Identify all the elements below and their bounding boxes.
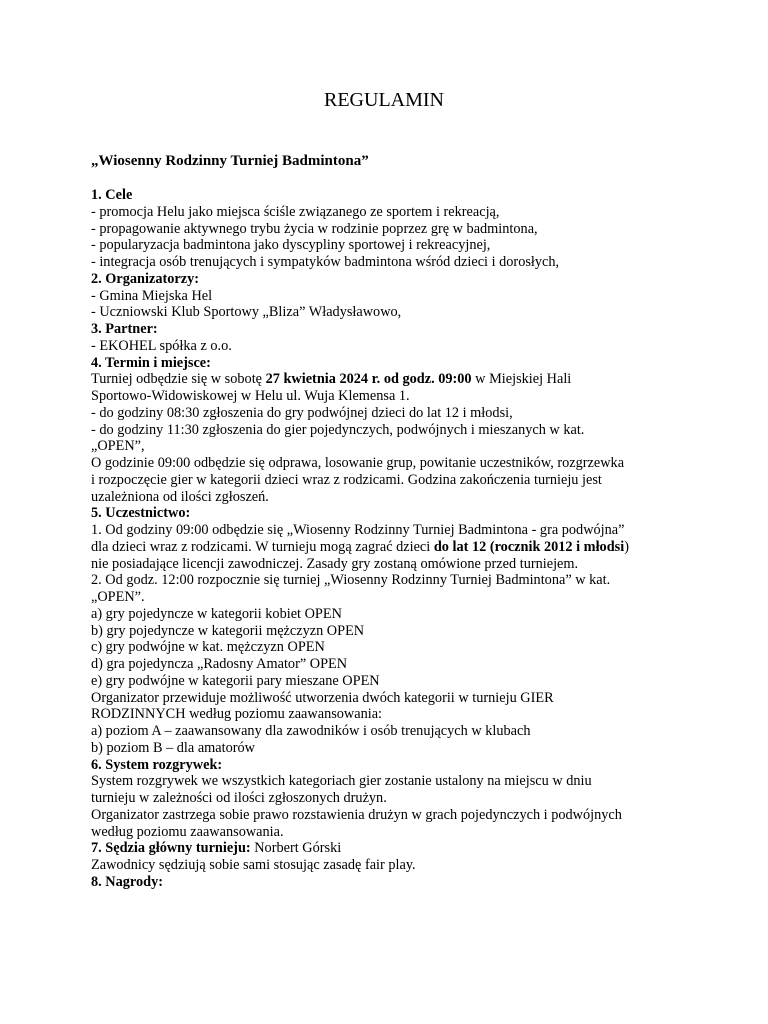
age-limit: do lat 12 (rocznik 2012 i młodsi	[433, 538, 625, 555]
section-heading-goals: 1. Cele	[91, 187, 133, 203]
text-line: System rozgrywek we wszystkich kategoriach gier zostanie ustalony na miejscu w dniu	[91, 773, 592, 790]
category-item: c) gry podwójne w kat. mężczyzn OPEN	[91, 639, 325, 656]
text-line: 2. Od godz. 12:00 rozpocznie się turniej „Wiosenny Rodzinny Turniej Badmintona” w kat.	[91, 572, 611, 589]
text-line: - popularyzacja badmintona jako dyscypliny sportowej i rekreacyjnej,	[91, 237, 491, 254]
category-item: b) gry pojedyncze w kategorii mężczyzn OPEN	[91, 622, 365, 639]
referee-name: Norbert Górski	[250, 840, 342, 857]
text-line: - do godziny 11:30 zgłoszenia do gier pojedynczych, podwójnych i mieszanych w kat.	[91, 421, 585, 438]
section-heading-prizes: 8. Nagrody:	[91, 873, 164, 890]
tournament-name: „Wiosenny Rodzinny Turniej Badmintona”	[91, 153, 369, 169]
text-line: Organizator zastrzega sobie prawo rozstawienia drużyn w grach pojedynczych i podwójnych	[91, 806, 622, 823]
text-line: uzależniona od ilości zgłoszeń.	[91, 488, 269, 505]
text-line: - propagowanie aktywnego trybu życia w rodzinie poprzez grę w badmintona,	[91, 220, 538, 237]
text-line: - Gmina Miejska Hel	[91, 287, 213, 304]
text-line: i rozpoczęcie gier w kategorii dzieci wraz z rodzicami. Godzina zakończenia turnieju jest	[91, 471, 602, 488]
text-line	[91, 539, 691, 556]
text-run: )	[624, 538, 629, 555]
document-body	[91, 187, 691, 891]
section-heading-organizers: 2. Organizatorzy:	[91, 270, 199, 287]
text-run: dla dzieci wraz z rodzicami. W turnieju mogą zagrać dzieci	[91, 538, 434, 555]
text-run: Turniej odbędzie się w sobotę	[91, 371, 266, 388]
text-line: - integracja osób trenujących i sympatyków badmintona wśród dzieci i dorosłych,	[91, 254, 560, 270]
text-line: Organizator przewiduje możliwość utworzenia dwóch kategorii w turnieju GIER	[91, 689, 554, 706]
text-line: - promocja Helu jako miejsca ściśle związanego ze sportem i rekreacją,	[91, 203, 500, 220]
section-heading-referee-line	[91, 840, 691, 857]
category-item: e) gry podwójne w kategorii pary mieszane OPEN	[91, 672, 380, 689]
text-line: „OPEN”.	[91, 589, 145, 605]
document-title: REGULAMIN	[324, 89, 444, 111]
section-heading-referee: 7. Sędzia główny turnieju:	[91, 840, 251, 857]
event-date: 27 kwietnia 2024 r. od godz. 09:00	[265, 371, 472, 388]
section-heading-date-place: 4. Termin i miejsce:	[91, 354, 211, 371]
text-line: według poziomu zaawansowania.	[91, 823, 284, 840]
text-line: 1. Od godziny 09:00 odbędzie się „Wiosenny Rodzinny Turniej Badmintona - gra podwójna”	[91, 522, 625, 538]
text-line: „OPEN”,	[91, 438, 145, 455]
level-item: b) poziom B – dla amatorów	[91, 739, 255, 756]
section-heading-partner: 3. Partner:	[91, 321, 158, 337]
text-line	[91, 371, 691, 388]
text-line: - EKOHEL spółka z o.o.	[91, 337, 232, 354]
text-run: w Miejskiej Hali	[471, 371, 572, 388]
section-heading-participation: 5. Uczestnictwo:	[91, 505, 191, 522]
text-line: O godzinie 09:00 odbędzie się odprawa, losowanie grup, powitanie uczestników, rozgrzewka	[91, 455, 625, 471]
category-item: d) gra pojedyncza „Radosny Amator” OPEN	[91, 656, 348, 672]
text-line: RODZINNYCH według poziomu zaawansowania:	[91, 706, 383, 723]
text-line: turnieju w zależności od ilości zgłoszonych drużyn.	[91, 790, 387, 806]
text-line: Sportowo-Widowiskowej w Helu ul. Wuja Klemensa 1.	[91, 388, 410, 404]
category-item: a) gry pojedyncze w kategorii kobiet OPEN	[91, 605, 342, 622]
text-line: - Uczniowski Klub Sportowy „Bliza” Władysławowo,	[91, 304, 402, 321]
level-item: a) poziom A – zaawansowany dla zawodników i osób trenujących w klubach	[91, 723, 531, 739]
text-line: nie posiadające licencji zawodniczej. Zasady gry zostaną omówione przed turniejem.	[91, 555, 579, 572]
text-line: Zawodnicy sędziują sobie sami stosując zasadę fair play.	[91, 857, 416, 873]
text-line: - do godziny 08:30 zgłoszenia do gry podwójnej dzieci do lat 12 i młodsi,	[91, 404, 513, 421]
section-heading-game-system: 6. System rozgrywek:	[91, 756, 223, 773]
